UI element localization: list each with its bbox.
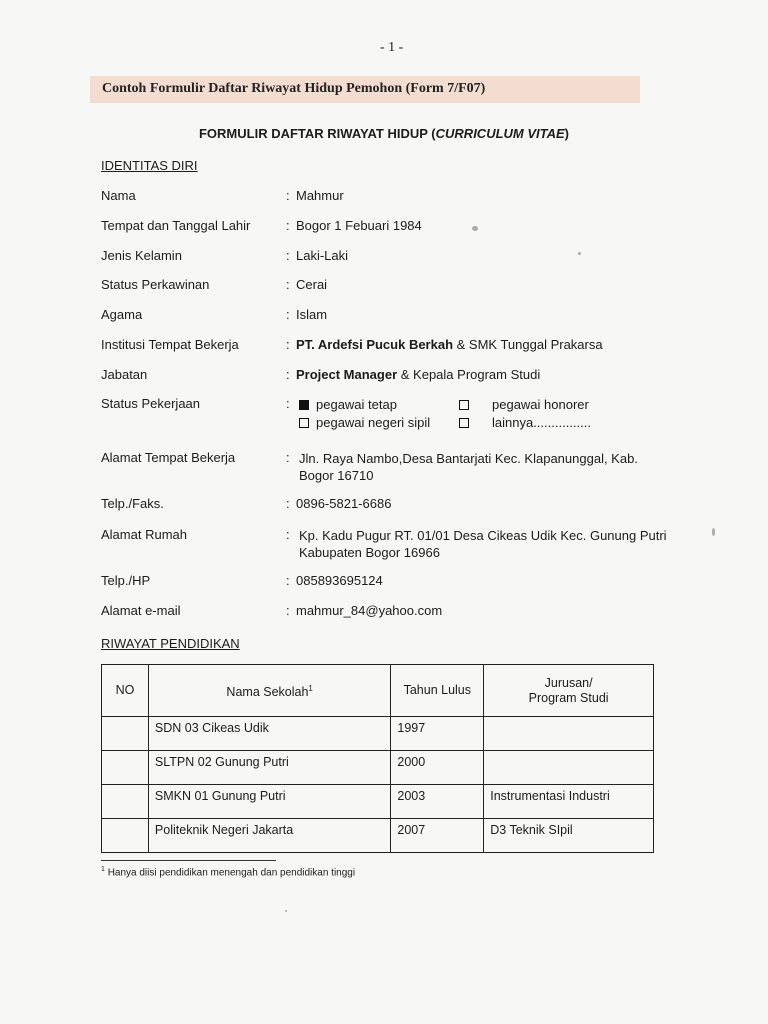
scan-speck [712, 528, 715, 536]
form-title-close: ) [564, 126, 570, 141]
alamat-rumah-line1: Kp. Kadu Pugur RT. 01/01 Desa Cikeas Udik Kec. Gunung Putri [299, 528, 667, 543]
cell-sekolah: Politeknik Negeri Jakarta [148, 819, 390, 853]
telp-faks-label: Telp./Faks. [101, 496, 164, 511]
ttl-text: Bogor 1 Febuari 1984 [296, 218, 422, 233]
education-table [101, 664, 654, 853]
jabatan-bold-text: Project Manager [296, 367, 398, 382]
telp-hp-text: 085893695124 [296, 573, 383, 588]
form-title-italic: CURRICULUM VITAE [435, 126, 565, 141]
cell-jurusan: Instrumentasi Industri [484, 785, 654, 819]
cell-sekolah: SLTPN 02 Gunung Putri [148, 751, 390, 785]
status-kawin-value: : Cerai [286, 277, 328, 292]
table-row [102, 717, 654, 751]
jk-text: Laki-Laki [296, 248, 349, 263]
cell-tahun: 1997 [391, 717, 484, 751]
cell-no [102, 785, 149, 819]
telp-faks-value: : 0896-5821-6686 [286, 496, 392, 511]
page-number: - 1 - [380, 40, 404, 55]
jabatan-label: Jabatan [101, 367, 148, 382]
status-kerja-colon: : [286, 396, 290, 411]
option-lainnya-label: lainnya................ [492, 415, 591, 430]
table-row [102, 751, 654, 785]
scan-speck [472, 226, 478, 231]
form-banner [90, 76, 640, 103]
section-identitas-heading: IDENTITAS DIRI [101, 158, 198, 173]
form-title [0, 126, 768, 141]
nama-label: Nama [101, 188, 136, 203]
col-header-jurusan-line1: Jurusan/ [544, 675, 593, 690]
cell-sekolah: SDN 03 Cikeas Udik [148, 717, 390, 751]
cell-tahun: 2007 [391, 819, 484, 853]
nama-text: Mahmur [296, 188, 344, 203]
option-lainnya[interactable] [459, 414, 591, 432]
ttl-label: Tempat dan Tanggal Lahir [101, 218, 251, 233]
col-header-jurusan-line2: Program Studi [528, 690, 609, 705]
jk-value: : Laki-Laki [286, 248, 349, 263]
footnote-ref: 1 [308, 683, 313, 693]
col-header-sekolah-text: Nama Sekolah [226, 685, 309, 700]
email-value: : mahmur_84@yahoo.com [286, 603, 443, 618]
cell-no [102, 751, 149, 785]
alamat-kerja-line2: Bogor 16710 [299, 468, 374, 483]
jabatan-value: : Project Manager & Kepala Program Studi [286, 367, 541, 382]
scan-speck [578, 252, 581, 255]
status-kerja-label: Status Pekerjaan [101, 396, 201, 411]
option-pegawai-honorer[interactable] [459, 396, 589, 414]
status-kawin-label: Status Perkawinan [101, 277, 210, 292]
institusi-label: Institusi Tempat Bekerja [101, 337, 239, 352]
scan-speck [285, 910, 287, 912]
option-pegawai-honorer-label: pegawai honorer [492, 397, 589, 412]
col-header-no: NO [102, 665, 149, 717]
telp-faks-text: 0896-5821-6686 [296, 496, 392, 511]
footnote-divider [101, 860, 276, 861]
checkbox-empty-icon [299, 418, 309, 428]
section-pendidikan-heading: RIWAYAT PENDIDIKAN [101, 636, 240, 651]
footnote-text: Hanya diisi pendidikan menengah dan pendidikan tinggi [107, 867, 356, 879]
option-pegawai-negeri-label: pegawai negeri sipil [316, 415, 431, 430]
footnote [101, 866, 355, 878]
cell-no [102, 819, 149, 853]
cell-sekolah: SMKN 01 Gunung Putri [148, 785, 390, 819]
ttl-value: : Bogor 1 Febuari 1984 [286, 218, 422, 233]
alamat-kerja-line1: Jln. Raya Nambo,Desa Bantarjati Kec. Klapanunggal, Kab. [299, 451, 638, 466]
checkbox-empty-icon [459, 418, 469, 428]
alamat-kerja-label: Alamat Tempat Bekerja [101, 450, 236, 465]
alamat-kerja-colon: : [286, 450, 290, 465]
table-row [102, 785, 654, 819]
email-label: Alamat e-mail [101, 603, 181, 618]
jabatan-rest-text: & Kepala Program Studi [397, 367, 541, 382]
status-kawin-text: Cerai [296, 277, 328, 292]
checkbox-empty-icon [459, 400, 469, 410]
alamat-rumah-label: Alamat Rumah [101, 527, 187, 542]
agama-label: Agama [101, 307, 143, 322]
cell-jurusan [484, 751, 654, 785]
option-pegawai-tetap[interactable] [299, 396, 397, 414]
cell-jurusan: D3 Teknik SIpil [484, 819, 654, 853]
col-header-jurusan [484, 665, 654, 717]
footnote-mark: 1 [101, 866, 105, 873]
institusi-value: : PT. Ardefsi Pucuk Berkah & SMK Tunggal Prakarsa [286, 337, 603, 352]
telp-hp-label: Telp./HP [101, 573, 151, 588]
alamat-rumah-colon: : [286, 527, 290, 542]
email-text: mahmur_84@yahoo.com [296, 603, 443, 618]
cell-no [102, 717, 149, 751]
option-pegawai-tetap-label: pegawai tetap [316, 397, 397, 412]
form-title-main: FORMULIR DAFTAR RIWAYAT HIDUP ( [198, 126, 436, 141]
cell-tahun: 2003 [391, 785, 484, 819]
col-header-sekolah [148, 665, 390, 717]
option-pegawai-negeri[interactable] [299, 414, 430, 432]
agama-value: : Islam [286, 307, 328, 322]
checkbox-checked-icon [299, 400, 309, 410]
table-header-row [102, 665, 654, 717]
institusi-bold-text: PT. Ardefsi Pucuk Berkah [296, 337, 454, 352]
cell-jurusan [484, 717, 654, 751]
institusi-rest-text: & SMK Tunggal Prakarsa [453, 337, 603, 352]
alamat-rumah-line2: Kabupaten Bogor 16966 [299, 545, 440, 560]
telp-hp-value: : 085893695124 [286, 573, 383, 588]
cell-tahun: 2000 [391, 751, 484, 785]
agama-text: Islam [296, 307, 328, 322]
jk-label: Jenis Kelamin [101, 248, 182, 263]
col-header-tahun: Tahun Lulus [391, 665, 484, 717]
table-row [102, 819, 654, 853]
banner-text: Contoh Formulir Daftar Riwayat Hidup Pemohon (Form 7/F07) [102, 81, 486, 96]
nama-value: : Mahmur [286, 188, 344, 203]
